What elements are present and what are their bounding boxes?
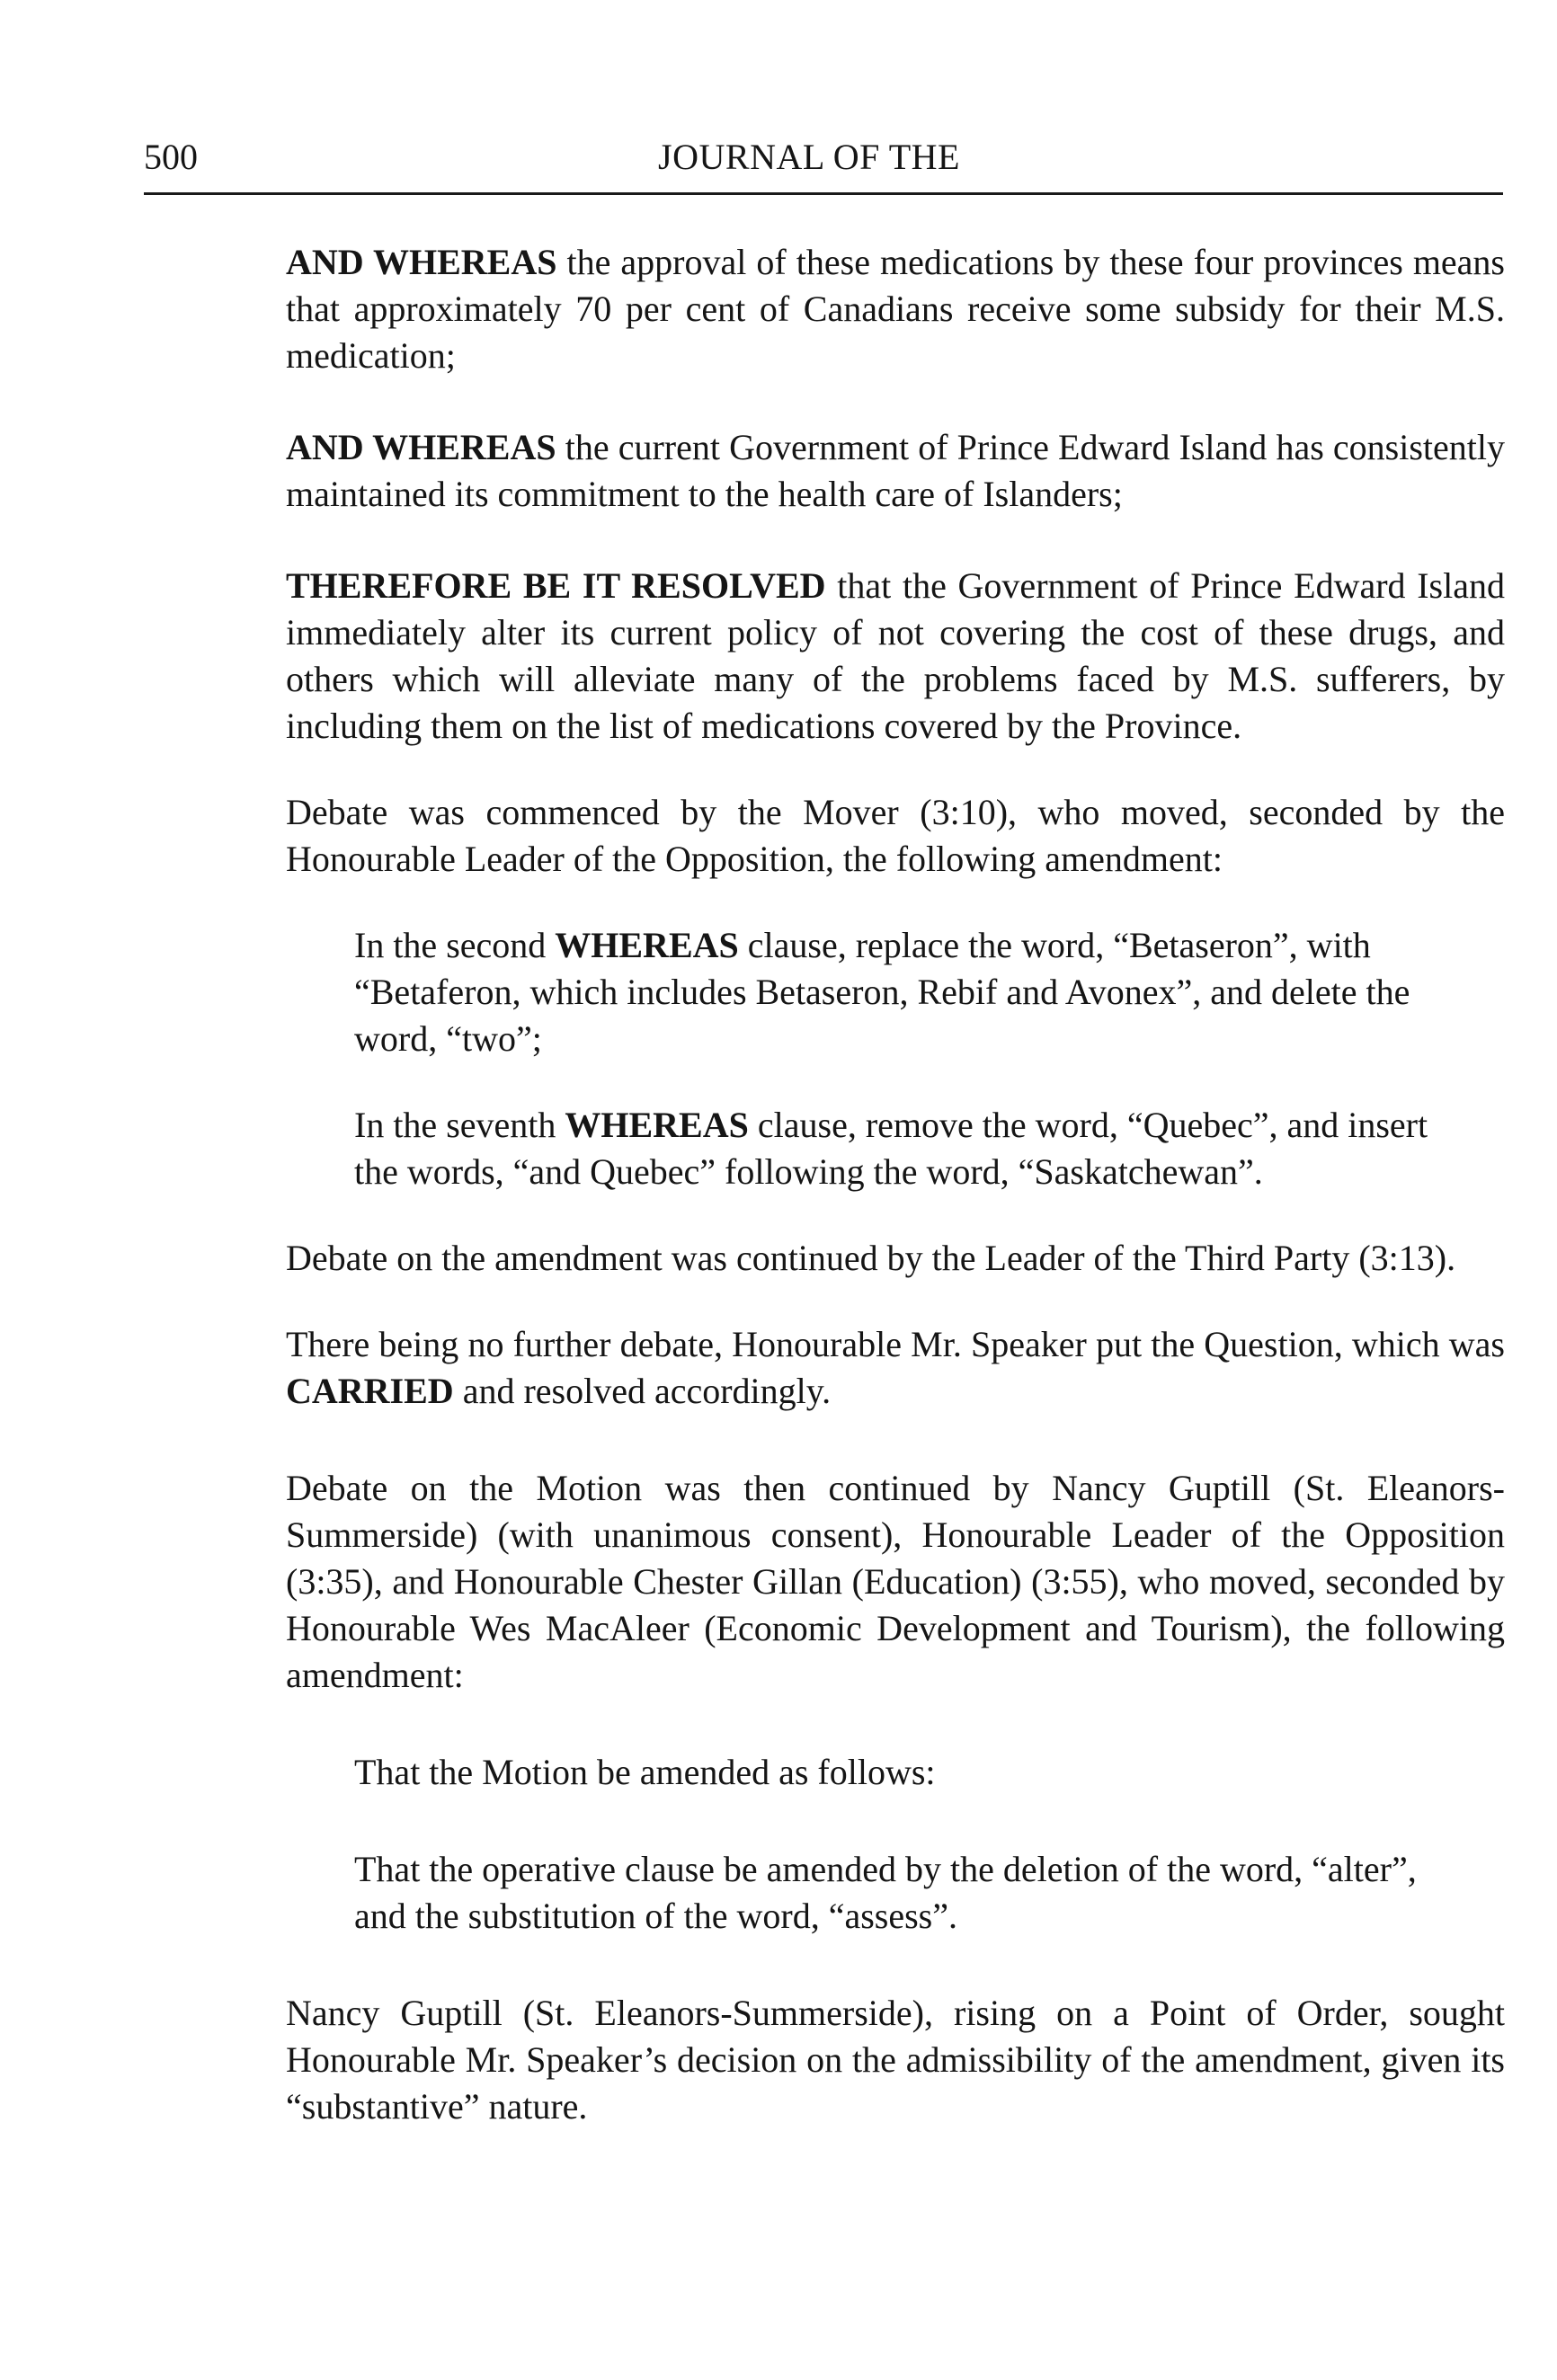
amendment-clause: That the Motion be amended as follows:	[354, 1752, 936, 1792]
page-number: 500	[144, 137, 198, 177]
resolved-lead: THEREFORE BE IT RESOLVED	[286, 565, 826, 606]
debate-paragraph: Debate was commenced by the Mover (3:10), who moved, seconded by the Honourable Leader of the Opposition, the following amendment:	[286, 792, 1505, 879]
whereas-clause-paragraph	[286, 424, 1505, 518]
point-of-order-paragraph: Nancy Guptill (St. Eleanors-Summerside), rising on a Point of Order, sought Honourable Mr. Speaker’s decision on the admissibility of the amendment, given its “substantive” nature.	[286, 1993, 1505, 2127]
page-body	[286, 239, 1505, 2130]
debate-paragraph: Debate on the amendment was continued by the Leader of the Third Party (3:13).	[286, 1238, 1456, 1278]
resolution-paragraph	[286, 563, 1505, 750]
debate-paragraph: Debate on the Motion was then continued by Nancy Guptill (St. Eleanors-Summerside) (with unanimous consent), Honourable Leader of the Opposition (3:35), and Honourable Chester Gillan (Education) (3:55), who moved, seconded by Honourable Wes MacAleer (Economic Development and Tourism), the following amendment:	[286, 1468, 1505, 1695]
whereas-clause-paragraph	[286, 239, 1505, 379]
running-title: JOURNAL OF THE	[658, 137, 960, 177]
question-paragraph: There being no further debate, Honourable Mr. Speaker put the Question, which was CARRIED and resolved accordingly.	[286, 1324, 1505, 1411]
whereas-text: the approval of these medications by these four provinces means that approximately 70 per cent of Canadians receive some subsidy for their M.S. medication;	[286, 242, 1506, 376]
header-rule	[144, 192, 1503, 195]
amendment-clause: In the seventh WHEREAS clause, remove the word, “Quebec”, and insert the words, “and Quebec” following the word, “Saskatchewan”.	[354, 1105, 1428, 1192]
whereas-lead: AND WHEREAS	[286, 427, 556, 467]
carried-label: CARRIED	[286, 1371, 454, 1411]
amendment-clause: In the second WHEREAS clause, replace the word, “Betaseron”, with “Betaferon, which includes Betaseron, Rebif and Avonex”, and delete the word, “two”;	[354, 925, 1410, 1059]
resolution-text: that the Government of Prince Edward Island immediately alter its current policy of not covering the cost of these drugs, and others which will alleviate many of the problems faced by M.S. sufferers, by including them on the list of medications covered by the Province.	[286, 565, 1505, 746]
amendment-clause: That the operative clause be amended by the deletion of the word, “alter”, and the substitution of the word, “assess”.	[354, 1849, 1417, 1936]
whereas-lead: AND WHEREAS	[286, 242, 557, 282]
whereas-text: the current Government of Prince Edward Island has consistently maintained its commitment to the health care of Islanders;	[286, 427, 1505, 514]
